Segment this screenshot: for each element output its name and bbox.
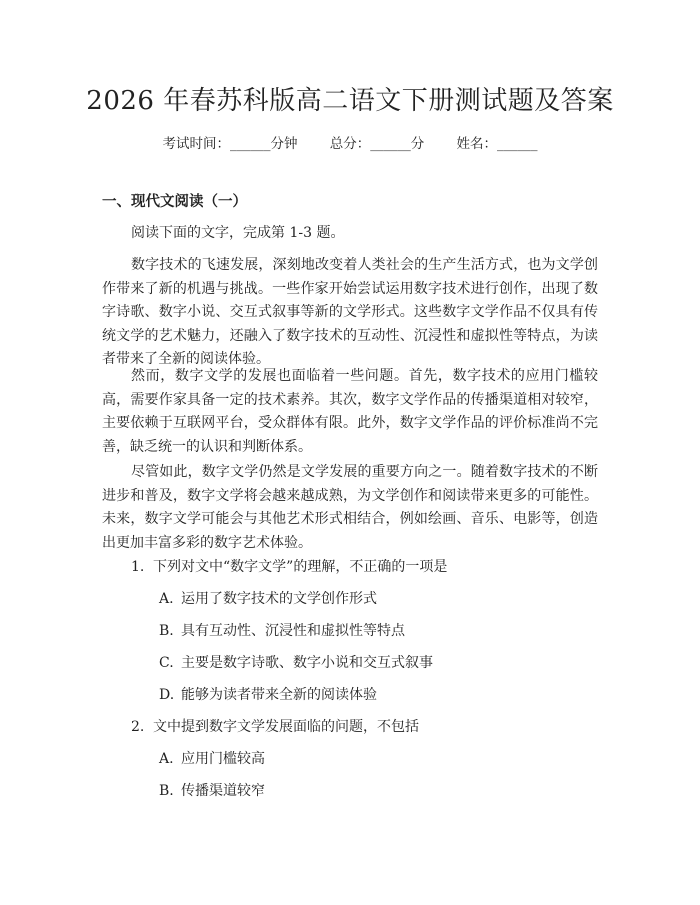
question-1 (131, 556, 447, 576)
question-2 (131, 716, 419, 736)
page-title: 2026 年春苏科版高二语文下册测试题及答案 (86, 86, 614, 116)
option-letter: C. (159, 655, 174, 671)
student-name-label: 姓名：______ (456, 136, 538, 152)
option-text: 主要是数字诗歌、数字小说和交互式叙事 (181, 655, 433, 671)
option-text: 运用了数字技术的文学创作形式 (181, 591, 377, 607)
option-text: 应用门槛较高 (181, 751, 265, 767)
option-text: 传播渠道较窄 (181, 783, 265, 799)
exam-time-label: 考试时间：______分钟 (162, 136, 298, 152)
total-score-label: 总分：______分 (329, 136, 425, 152)
option-letter: B. (159, 783, 174, 799)
question-1-option-a (159, 588, 377, 608)
passage-paragraph: 尽管如此，数字文学仍然是文学发展的重要方向之一。随着数字技术的不断进步和普及，数字文学将会越来越成熟，为文学创作和阅读带来更多的可能性。未来，数字文学可能会与其他艺术形式相结合，例如绘画、音乐、电影等，创造出更加丰富多彩的数字艺术体验。 (102, 464, 598, 551)
question-1-option-c (159, 652, 433, 672)
question-2-option-b (159, 780, 265, 800)
passage-paragraph: 数字技术的飞速发展，深刻地改变着人类社会的生产生活方式，也为文学创作带来了新的机遇与挑战。一些作家开始尝试运用数字技术进行创作，出现了数字诗歌、数字小说、交互式叙事等新的文学形式。这些数字文学作品不仅具有传统文学的艺术魅力，还融入了数字技术的互动性、沉浸性和虚拟性等特点，为读者带来了全新的阅读体验。 (102, 257, 598, 367)
passage-paragraph: 然而，数字文学的发展也面临着一些问题。首先，数字技术的应用门槛较高，需要作家具备一定的技术素养。其次，数字文学作品的传播渠道相对较窄，主要依赖于互联网平台，受众群体有限。此外，数字文学作品的评价标准尚不完善，缺乏统一的认识和判断体系。 (102, 368, 598, 455)
exam-meta (0, 132, 700, 152)
option-letter: B. (159, 623, 174, 639)
section-intro: 阅读下面的文字，完成第 1-3 题。 (131, 225, 345, 241)
question-2-option-a (159, 748, 265, 768)
question-number: 2. (131, 719, 145, 735)
question-1-option-b (159, 620, 405, 640)
section-heading: 一、现代文阅读（一） (102, 194, 247, 210)
option-letter: A. (159, 751, 174, 767)
option-text: 具有互动性、沉浸性和虚拟性等特点 (181, 623, 405, 639)
question-1-option-d (159, 684, 377, 704)
question-number: 1. (131, 559, 145, 575)
question-text: 下列对文中“数字文学”的理解，不正确的一项是 (153, 559, 448, 575)
option-letter: D. (159, 687, 175, 703)
option-letter: A. (159, 591, 174, 607)
option-text: 能够为读者带来全新的阅读体验 (181, 687, 377, 703)
question-text: 文中提到数字文学发展面临的问题，不包括 (153, 719, 419, 735)
